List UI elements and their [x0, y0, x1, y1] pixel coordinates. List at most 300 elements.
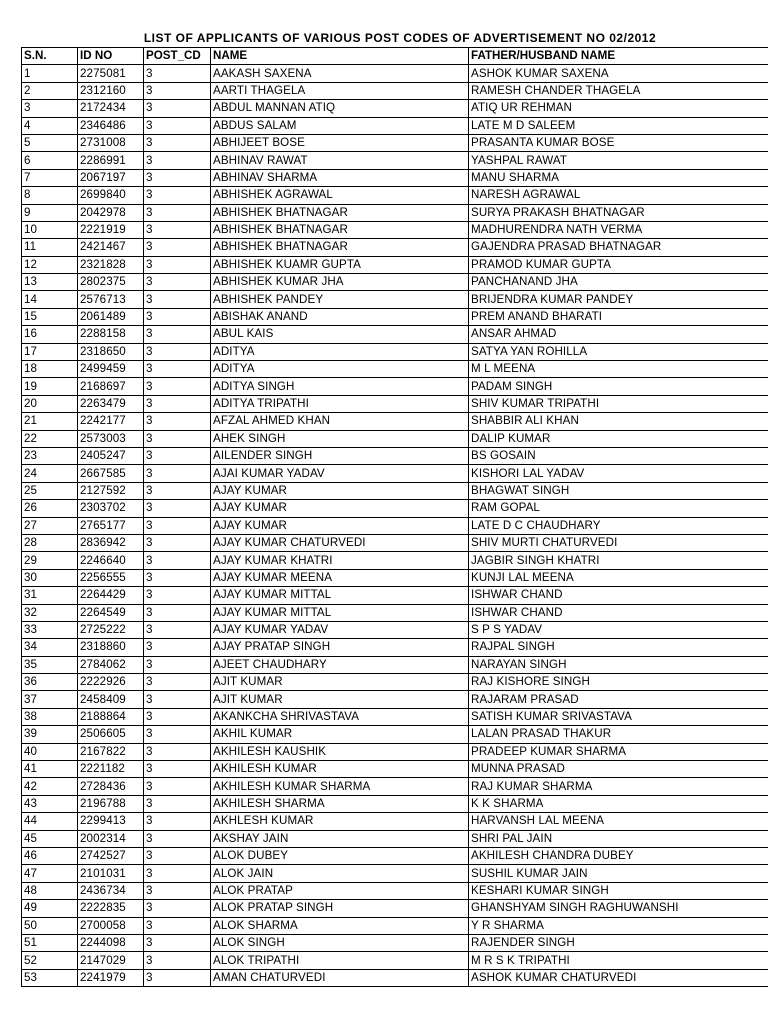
table-row	[22, 308, 768, 325]
cell-name: ADITYA SINGH	[211, 378, 469, 395]
cell-post-cd: 3	[144, 969, 211, 986]
cell-post-cd: 3	[144, 882, 211, 899]
cell-post-cd: 3	[144, 674, 211, 691]
cell-sn: 40	[22, 743, 78, 760]
cell-father-husband-name: SATISH KUMAR SRIVASTAVA	[469, 708, 768, 725]
cell-post-cd: 3	[144, 239, 211, 256]
cell-sn: 10	[22, 221, 78, 238]
cell-id-no: 2275081	[78, 65, 144, 82]
cell-name: ALOK TRIPATHI	[211, 952, 469, 969]
cell-id-no: 2725222	[78, 621, 144, 638]
table-row	[22, 674, 768, 691]
cell-post-cd: 3	[144, 361, 211, 378]
table-row	[22, 326, 768, 343]
cell-father-husband-name: PRASANTA KUMAR BOSE	[469, 134, 768, 151]
cell-name: AAKASH SAXENA	[211, 65, 469, 82]
table-row	[22, 100, 768, 117]
cell-name: ALOK DUBEY	[211, 847, 469, 864]
cell-post-cd: 3	[144, 152, 211, 169]
cell-post-cd: 3	[144, 500, 211, 517]
table-row	[22, 117, 768, 134]
cell-sn: 37	[22, 691, 78, 708]
cell-sn: 49	[22, 900, 78, 917]
cell-name: AJIT KUMAR	[211, 691, 469, 708]
cell-id-no: 2263479	[78, 395, 144, 412]
cell-father-husband-name: K K SHARMA	[469, 795, 768, 812]
cell-id-no: 2067197	[78, 169, 144, 186]
table-row	[22, 378, 768, 395]
cell-post-cd: 3	[144, 430, 211, 447]
table-row	[22, 413, 768, 430]
cell-post-cd: 3	[144, 169, 211, 186]
table-row	[22, 708, 768, 725]
table-row	[22, 865, 768, 882]
cell-father-husband-name: ATIQ UR REHMAN	[469, 100, 768, 117]
table-row	[22, 152, 768, 169]
cell-name: AKHILESH KUMAR	[211, 761, 469, 778]
cell-id-no: 2246640	[78, 552, 144, 569]
cell-name: AKANKCHA SHRIVASTAVA	[211, 708, 469, 725]
cell-sn: 13	[22, 274, 78, 291]
table-row	[22, 743, 768, 760]
cell-father-husband-name: RAJENDER SINGH	[469, 934, 768, 951]
cell-name: ABISHAK ANAND	[211, 308, 469, 325]
table-row	[22, 934, 768, 951]
cell-sn: 28	[22, 534, 78, 551]
table-row	[22, 882, 768, 899]
cell-sn: 51	[22, 934, 78, 951]
cell-sn: 8	[22, 187, 78, 204]
cell-father-husband-name: M L MEENA	[469, 361, 768, 378]
cell-id-no: 2242177	[78, 413, 144, 430]
cell-post-cd: 3	[144, 604, 211, 621]
cell-name: AJAY KUMAR	[211, 500, 469, 517]
cell-id-no: 2147029	[78, 952, 144, 969]
cell-id-no: 2667585	[78, 465, 144, 482]
cell-sn: 2	[22, 82, 78, 99]
cell-father-husband-name: RAJ KISHORE SINGH	[469, 674, 768, 691]
cell-id-no: 2288158	[78, 326, 144, 343]
cell-father-husband-name: Y R SHARMA	[469, 917, 768, 934]
cell-post-cd: 3	[144, 482, 211, 499]
cell-name: ABHINAV SHARMA	[211, 169, 469, 186]
cell-post-cd: 3	[144, 221, 211, 238]
table-row	[22, 65, 768, 82]
cell-sn: 19	[22, 378, 78, 395]
cell-post-cd: 3	[144, 117, 211, 134]
cell-sn: 45	[22, 830, 78, 847]
cell-post-cd: 3	[144, 708, 211, 725]
cell-id-no: 2346486	[78, 117, 144, 134]
table-row	[22, 221, 768, 238]
cell-name: AKHLESH KUMAR	[211, 813, 469, 830]
cell-name: ABHISHEK AGRAWAL	[211, 187, 469, 204]
cell-father-husband-name: NARAYAN SINGH	[469, 656, 768, 673]
cell-name: ABHISHEK KUMAR JHA	[211, 274, 469, 291]
cell-id-no: 2303702	[78, 500, 144, 517]
cell-father-husband-name: ASHOK KUMAR CHATURVEDI	[469, 969, 768, 986]
cell-name: ALOK JAIN	[211, 865, 469, 882]
table-row	[22, 761, 768, 778]
cell-name: AJAY KUMAR CHATURVEDI	[211, 534, 469, 551]
cell-father-husband-name: AKHILESH CHANDRA DUBEY	[469, 847, 768, 864]
cell-post-cd: 3	[144, 621, 211, 638]
cell-sn: 48	[22, 882, 78, 899]
cell-post-cd: 3	[144, 187, 211, 204]
cell-sn: 34	[22, 639, 78, 656]
table-row	[22, 274, 768, 291]
cell-name: ALOK PRATAP	[211, 882, 469, 899]
cell-sn: 41	[22, 761, 78, 778]
cell-father-husband-name: S P S YADAV	[469, 621, 768, 638]
cell-sn: 3	[22, 100, 78, 117]
cell-name: AILENDER SINGH	[211, 447, 469, 464]
cell-id-no: 2458409	[78, 691, 144, 708]
cell-post-cd: 3	[144, 847, 211, 864]
cell-name: AARTI THAGELA	[211, 82, 469, 99]
cell-post-cd: 3	[144, 204, 211, 221]
cell-name: AHEK SINGH	[211, 430, 469, 447]
cell-sn: 23	[22, 447, 78, 464]
cell-sn: 1	[22, 65, 78, 82]
cell-id-no: 2573003	[78, 430, 144, 447]
cell-id-no: 2101031	[78, 865, 144, 882]
cell-sn: 26	[22, 500, 78, 517]
cell-post-cd: 3	[144, 552, 211, 569]
cell-post-cd: 3	[144, 256, 211, 273]
table-row	[22, 517, 768, 534]
cell-father-husband-name: SURYA PRAKASH BHATNAGAR	[469, 204, 768, 221]
cell-id-no: 2256555	[78, 569, 144, 586]
cell-name: ADITYA	[211, 361, 469, 378]
cell-sn: 7	[22, 169, 78, 186]
table-row	[22, 952, 768, 969]
cell-sn: 36	[22, 674, 78, 691]
cell-father-husband-name: LATE M D SALEEM	[469, 117, 768, 134]
table-row	[22, 256, 768, 273]
cell-post-cd: 3	[144, 900, 211, 917]
cell-father-husband-name: BRIJENDRA KUMAR PANDEY	[469, 291, 768, 308]
table-row	[22, 778, 768, 795]
cell-post-cd: 3	[144, 274, 211, 291]
cell-father-husband-name: PRADEEP KUMAR SHARMA	[469, 743, 768, 760]
cell-name: AJAY KUMAR YADAV	[211, 621, 469, 638]
cell-id-no: 2172434	[78, 100, 144, 117]
cell-id-no: 2318650	[78, 343, 144, 360]
cell-id-no: 2576713	[78, 291, 144, 308]
table-row	[22, 361, 768, 378]
cell-id-no: 2699840	[78, 187, 144, 204]
table-row	[22, 830, 768, 847]
cell-name: ALOK SHARMA	[211, 917, 469, 934]
cell-name: AKHIL KUMAR	[211, 726, 469, 743]
cell-id-no: 2765177	[78, 517, 144, 534]
table-row	[22, 569, 768, 586]
column-header-sn: S.N.	[22, 48, 78, 65]
cell-sn: 52	[22, 952, 78, 969]
cell-name: AJAY KUMAR MITTAL	[211, 604, 469, 621]
cell-post-cd: 3	[144, 343, 211, 360]
cell-name: ABHISHEK BHATNAGAR	[211, 204, 469, 221]
cell-father-husband-name: SUSHIL KUMAR JAIN	[469, 865, 768, 882]
table-row	[22, 239, 768, 256]
cell-father-husband-name: SHABBIR ALI KHAN	[469, 413, 768, 430]
cell-id-no: 2221919	[78, 221, 144, 238]
cell-id-no: 2802375	[78, 274, 144, 291]
cell-sn: 17	[22, 343, 78, 360]
cell-sn: 35	[22, 656, 78, 673]
cell-post-cd: 3	[144, 413, 211, 430]
cell-id-no: 2241979	[78, 969, 144, 986]
cell-sn: 25	[22, 482, 78, 499]
cell-father-husband-name: PANCHANAND JHA	[469, 274, 768, 291]
cell-post-cd: 3	[144, 830, 211, 847]
cell-post-cd: 3	[144, 865, 211, 882]
cell-post-cd: 3	[144, 134, 211, 151]
cell-name: ABHISHEK BHATNAGAR	[211, 239, 469, 256]
cell-father-husband-name: RAM GOPAL	[469, 500, 768, 517]
cell-father-husband-name: KISHORI LAL YADAV	[469, 465, 768, 482]
cell-post-cd: 3	[144, 569, 211, 586]
cell-father-husband-name: MADHURENDRA NATH VERMA	[469, 221, 768, 238]
cell-father-husband-name: RAMESH CHANDER THAGELA	[469, 82, 768, 99]
cell-id-no: 2222926	[78, 674, 144, 691]
table-row	[22, 482, 768, 499]
cell-id-no: 2264429	[78, 587, 144, 604]
cell-father-husband-name: ANSAR AHMAD	[469, 326, 768, 343]
cell-father-husband-name: KESHARI KUMAR SINGH	[469, 882, 768, 899]
cell-sn: 21	[22, 413, 78, 430]
cell-sn: 12	[22, 256, 78, 273]
cell-father-husband-name: LATE D C CHAUDHARY	[469, 517, 768, 534]
cell-id-no: 2221182	[78, 761, 144, 778]
table-row	[22, 430, 768, 447]
cell-post-cd: 3	[144, 795, 211, 812]
cell-father-husband-name: SHIV KUMAR TRIPATHI	[469, 395, 768, 412]
cell-post-cd: 3	[144, 308, 211, 325]
cell-name: AKHILESH KAUSHIK	[211, 743, 469, 760]
table-row	[22, 534, 768, 551]
table-row	[22, 639, 768, 656]
cell-name: ABDUS SALAM	[211, 117, 469, 134]
cell-father-husband-name: NARESH AGRAWAL	[469, 187, 768, 204]
cell-father-husband-name: GAJENDRA PRASAD BHATNAGAR	[469, 239, 768, 256]
cell-post-cd: 3	[144, 813, 211, 830]
cell-name: ADITYA	[211, 343, 469, 360]
cell-father-husband-name: RAJ KUMAR SHARMA	[469, 778, 768, 795]
cell-post-cd: 3	[144, 82, 211, 99]
cell-sn: 15	[22, 308, 78, 325]
table-row	[22, 169, 768, 186]
cell-id-no: 2188864	[78, 708, 144, 725]
cell-sn: 14	[22, 291, 78, 308]
table-row	[22, 82, 768, 99]
table-row	[22, 604, 768, 621]
cell-id-no: 2061489	[78, 308, 144, 325]
column-header-father-husband-name: FATHER/HUSBAND NAME	[469, 48, 768, 65]
cell-post-cd: 3	[144, 778, 211, 795]
cell-sn: 22	[22, 430, 78, 447]
cell-father-husband-name: MANU SHARMA	[469, 169, 768, 186]
cell-id-no: 2244098	[78, 934, 144, 951]
cell-id-no: 2222835	[78, 900, 144, 917]
cell-id-no: 2499459	[78, 361, 144, 378]
header-row	[22, 48, 768, 65]
cell-id-no: 2836942	[78, 534, 144, 551]
cell-name: AJEET CHAUDHARY	[211, 656, 469, 673]
cell-id-no: 2196788	[78, 795, 144, 812]
cell-name: AJAY KUMAR KHATRI	[211, 552, 469, 569]
cell-father-husband-name: RAJARAM PRASAD	[469, 691, 768, 708]
cell-father-husband-name: HARVANSH LAL MEENA	[469, 813, 768, 830]
cell-father-husband-name: YASHPAL RAWAT	[469, 152, 768, 169]
cell-name: AFZAL AHMED KHAN	[211, 413, 469, 430]
table-row	[22, 395, 768, 412]
cell-id-no: 2731008	[78, 134, 144, 151]
cell-father-husband-name: JAGBIR SINGH KHATRI	[469, 552, 768, 569]
cell-sn: 43	[22, 795, 78, 812]
page-title: LIST OF APPLICANTS OF VARIOUS POST CODES OF ADVERTISEMENT NO 02/2012	[143, 31, 657, 45]
cell-post-cd: 3	[144, 934, 211, 951]
cell-father-husband-name: BS GOSAIN	[469, 447, 768, 464]
table-row	[22, 900, 768, 917]
cell-sn: 47	[22, 865, 78, 882]
cell-name: AKSHAY JAIN	[211, 830, 469, 847]
cell-sn: 33	[22, 621, 78, 638]
cell-post-cd: 3	[144, 743, 211, 760]
table-row	[22, 291, 768, 308]
cell-sn: 27	[22, 517, 78, 534]
cell-name: AJIT KUMAR	[211, 674, 469, 691]
cell-post-cd: 3	[144, 326, 211, 343]
cell-sn: 16	[22, 326, 78, 343]
cell-post-cd: 3	[144, 691, 211, 708]
table-row	[22, 500, 768, 517]
cell-sn: 50	[22, 917, 78, 934]
table-row	[22, 447, 768, 464]
cell-name: AMAN CHATURVEDI	[211, 969, 469, 986]
table-row	[22, 917, 768, 934]
cell-name: ABHISHEK BHATNAGAR	[211, 221, 469, 238]
cell-name: ABHINAV RAWAT	[211, 152, 469, 169]
cell-post-cd: 3	[144, 534, 211, 551]
applicants-table	[21, 47, 768, 987]
table-row	[22, 621, 768, 638]
cell-name: AJAY PRATAP SINGH	[211, 639, 469, 656]
cell-id-no: 2286991	[78, 152, 144, 169]
cell-father-husband-name: GHANSHYAM SINGH RAGHUWANSHI	[469, 900, 768, 917]
cell-name: AJAI KUMAR YADAV	[211, 465, 469, 482]
table-row	[22, 343, 768, 360]
cell-id-no: 2127592	[78, 482, 144, 499]
cell-sn: 4	[22, 117, 78, 134]
cell-post-cd: 3	[144, 65, 211, 82]
cell-post-cd: 3	[144, 639, 211, 656]
cell-father-husband-name: SATYA YAN ROHILLA	[469, 343, 768, 360]
cell-id-no: 2742527	[78, 847, 144, 864]
cell-sn: 46	[22, 847, 78, 864]
cell-father-husband-name: PADAM SINGH	[469, 378, 768, 395]
cell-sn: 24	[22, 465, 78, 482]
cell-sn: 30	[22, 569, 78, 586]
cell-sn: 42	[22, 778, 78, 795]
table-row	[22, 969, 768, 986]
cell-id-no: 2436734	[78, 882, 144, 899]
cell-id-no: 2421467	[78, 239, 144, 256]
cell-father-husband-name: PRAMOD KUMAR GUPTA	[469, 256, 768, 273]
cell-father-husband-name: KUNJI LAL MEENA	[469, 569, 768, 586]
cell-sn: 32	[22, 604, 78, 621]
cell-sn: 18	[22, 361, 78, 378]
cell-name: ALOK SINGH	[211, 934, 469, 951]
cell-father-husband-name: RAJPAL SINGH	[469, 639, 768, 656]
cell-id-no: 2784062	[78, 656, 144, 673]
cell-id-no: 2318860	[78, 639, 144, 656]
cell-id-no: 2167822	[78, 743, 144, 760]
cell-name: ALOK PRATAP SINGH	[211, 900, 469, 917]
cell-sn: 29	[22, 552, 78, 569]
cell-sn: 5	[22, 134, 78, 151]
cell-post-cd: 3	[144, 517, 211, 534]
table-row	[22, 656, 768, 673]
cell-post-cd: 3	[144, 465, 211, 482]
cell-name: ABHIJEET BOSE	[211, 134, 469, 151]
column-header-name: NAME	[211, 48, 469, 65]
cell-post-cd: 3	[144, 587, 211, 604]
cell-father-husband-name: ISHWAR CHAND	[469, 604, 768, 621]
cell-father-husband-name: DALIP KUMAR	[469, 430, 768, 447]
table-row	[22, 552, 768, 569]
cell-father-husband-name: SHRI PAL JAIN	[469, 830, 768, 847]
cell-name: ABHISHEK PANDEY	[211, 291, 469, 308]
cell-sn: 9	[22, 204, 78, 221]
cell-id-no: 2405247	[78, 447, 144, 464]
cell-name: ABUL KAIS	[211, 326, 469, 343]
cell-post-cd: 3	[144, 291, 211, 308]
cell-father-husband-name: LALAN PRASAD THAKUR	[469, 726, 768, 743]
cell-name: AJAY KUMAR MEENA	[211, 569, 469, 586]
cell-name: ABHISHEK KUAMR GUPTA	[211, 256, 469, 273]
cell-id-no: 2506605	[78, 726, 144, 743]
cell-post-cd: 3	[144, 100, 211, 117]
cell-name: ADITYA TRIPATHI	[211, 395, 469, 412]
cell-post-cd: 3	[144, 726, 211, 743]
cell-post-cd: 3	[144, 378, 211, 395]
column-header-post-cd: POST_CD	[144, 48, 211, 65]
cell-name: AJAY KUMAR MITTAL	[211, 587, 469, 604]
cell-sn: 53	[22, 969, 78, 986]
table-row	[22, 187, 768, 204]
table-row	[22, 847, 768, 864]
table-row	[22, 813, 768, 830]
table-row	[22, 795, 768, 812]
table-row	[22, 726, 768, 743]
cell-id-no: 2321828	[78, 256, 144, 273]
cell-sn: 6	[22, 152, 78, 169]
cell-father-husband-name: BHAGWAT SINGH	[469, 482, 768, 499]
cell-id-no: 2168697	[78, 378, 144, 395]
cell-id-no: 2728436	[78, 778, 144, 795]
cell-father-husband-name: SHIV MURTI CHATURVEDI	[469, 534, 768, 551]
table-row	[22, 587, 768, 604]
cell-id-no: 2700058	[78, 917, 144, 934]
cell-name: AJAY KUMAR	[211, 482, 469, 499]
table-row	[22, 691, 768, 708]
cell-sn: 11	[22, 239, 78, 256]
cell-father-husband-name: PREM ANAND BHARATI	[469, 308, 768, 325]
cell-father-husband-name: M R S K TRIPATHI	[469, 952, 768, 969]
table-row	[22, 204, 768, 221]
